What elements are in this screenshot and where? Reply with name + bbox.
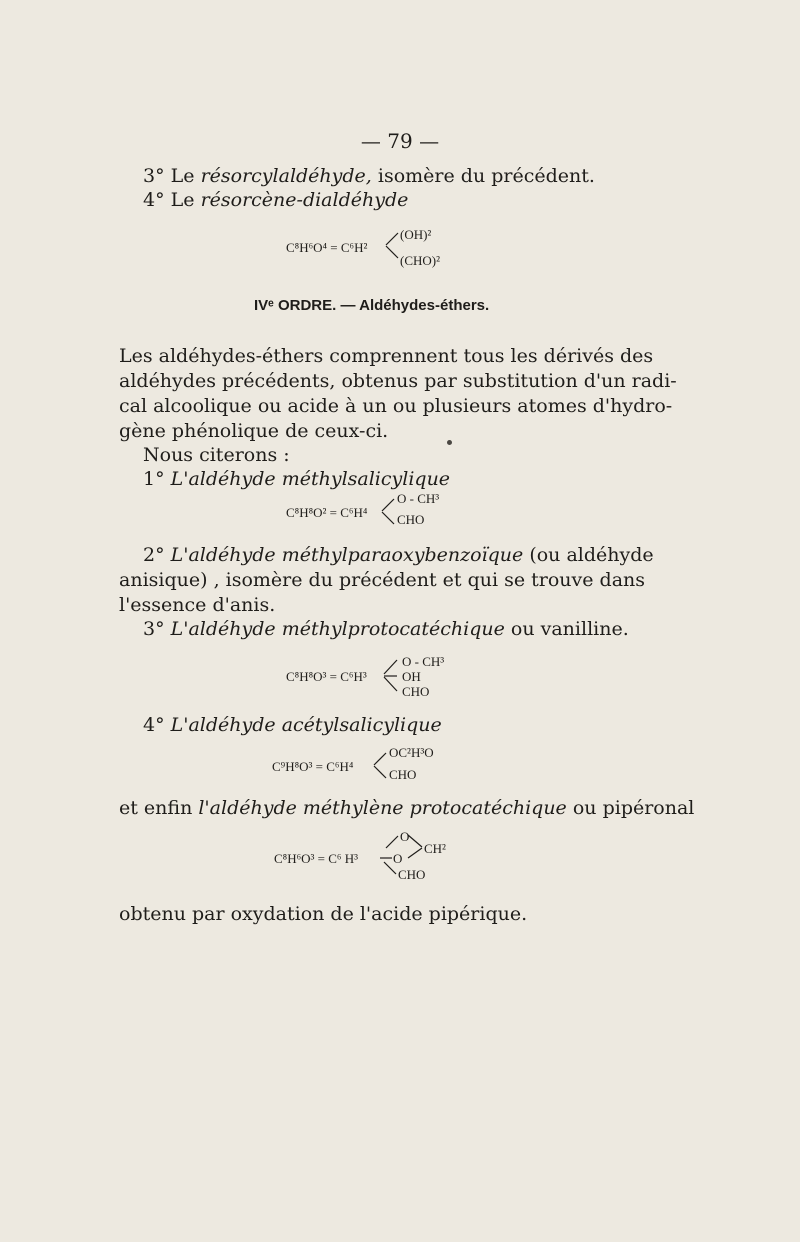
formula-middle-group: OH [402,669,421,684]
entry-description: ou pipéronal [572,797,695,819]
formula-middle-group: O [393,851,403,866]
compound-name: l'aldéhyde méthylène protocatéchique [198,797,567,819]
entry-1 [143,468,450,490]
formula-top-group: (OH)² [400,227,432,242]
formula-left: C⁸H⁸O³ = C⁶H³ [286,669,367,684]
section-order: IVᵉ ORDRE. [254,297,337,314]
paragraph-line: gène phénolique de ceux-ci. [119,420,389,442]
paragraph-line: aldéhydes précédents, obtenus par substitution d'un radi- [119,370,677,392]
formula-top-group: O [400,829,410,844]
entry-description: (ou aldéhyde [529,544,654,566]
ink-speck [447,440,452,445]
item-description: isomère du précédent. [377,165,595,187]
formula-left: C⁸H⁸O² = C⁶H⁴ [286,505,368,520]
formula-top-group: OC²H³O [389,745,434,760]
item-4 [143,189,408,211]
formula-bottom-group: CHO [397,512,425,527]
formula-bottom-group: CHO [389,767,417,782]
entry-4 [143,714,442,736]
page-number: — 79 — [360,129,440,153]
nous-citerons: Nous citerons : [143,444,290,466]
entry-3 [143,618,629,640]
entry-number: 2° [143,544,165,566]
compound-name: L'aldéhyde méthylprotocatéchique [170,618,505,640]
entry-5 [119,797,695,819]
compound-name: résorcène-dialdéhyde [200,189,409,211]
item-article: Le [170,165,195,187]
item-3 [143,165,595,187]
formula-bonds [380,493,396,529]
section-heading [254,295,489,317]
entry-number: 1° [143,468,165,490]
entry-description: ou vanilline. [510,618,629,640]
formula-left: C⁸H⁶O³ = C⁶ H³ [274,851,358,866]
entry-2-line-3: l'essence d'anis. [119,594,276,616]
compound-name: L'aldéhyde acétylsalicylique [170,714,442,736]
section-title: Aldéhydes-éthers. [359,297,490,314]
closing-line: obtenu par oxydation de l'acide pipérique. [119,903,528,925]
formula-bonds [372,747,388,783]
formula-left: C⁸H⁶O⁴ = C⁶H² [286,240,368,255]
formula-top-group: O - CH³ [397,491,440,506]
section-dash: — [340,297,356,314]
item-article: Le [170,189,195,211]
item-number: 3° [143,165,165,187]
formula-bottom-group: CHO [398,867,426,882]
formula-top-group: O - CH³ [402,654,445,669]
formula-bonds [384,227,400,263]
compound-name: L'aldéhyde méthylsalicylique [170,468,451,490]
item-number: 4° [143,189,165,211]
formula-left: C⁹H⁸O³ = C⁶H⁴ [272,759,354,774]
formula-bottom-group: (CHO)² [400,253,441,268]
compound-name: L'aldéhyde méthylparaoxybenzoïque [170,544,524,566]
entry-2-line-2: anisique) , isomère du précédent et qui se trouve dans [119,569,646,591]
entry-number: 4° [143,714,165,736]
entry-prefix: et enfin [119,797,193,819]
paragraph-line: cal alcoolique ou acide à un ou plusieurs atomes d'hydro- [119,395,673,417]
formula-right-group: CH² [424,841,446,856]
formula-bonds [382,654,400,696]
compound-name: résorcylaldéhyde, [200,165,372,187]
entry-number: 3° [143,618,165,640]
paragraph-line: Les aldéhydes-éthers comprennent tous les dérivés des [119,345,654,367]
formula-bottom-group: CHO [402,684,430,699]
entry-2 [143,544,654,566]
